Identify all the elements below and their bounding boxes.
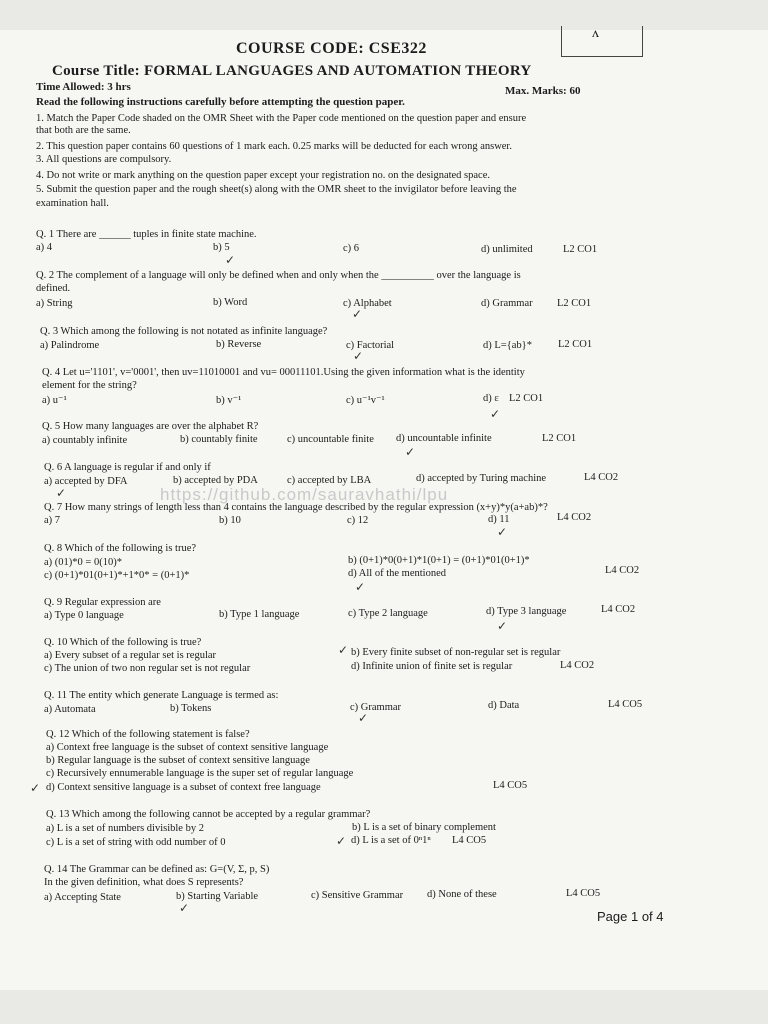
option-c: c) (0+1)*01(0+1)*+1*0* = (0+1)*	[44, 570, 190, 581]
question-stem: Q. 3 Which among the following is not notated as infinite language?	[40, 326, 328, 337]
option-d: d) Type 3 language	[486, 606, 567, 617]
answer-tick-mark: ✓	[497, 619, 508, 633]
question-stem: Q. 11 The entity which generate Language is termed as:	[44, 690, 279, 701]
answer-tick-mark: ✓	[405, 445, 416, 459]
option-c: c) accepted by LBA	[287, 475, 372, 486]
option-d: d) Infinite union of finite set is regular	[351, 661, 513, 672]
answer-tick-mark: ✓	[56, 486, 67, 500]
option-b: b) Starting Variable	[176, 891, 259, 902]
handwritten-mark: ʌ	[592, 26, 599, 41]
option-c: c) 6	[343, 243, 360, 254]
answer-tick-mark: ✓	[358, 711, 369, 725]
option-d: d) unlimited	[481, 244, 533, 255]
option-b: b) 10	[219, 515, 241, 526]
question-tag: L4 CO5	[566, 888, 601, 899]
question-stem: Q. 10 Which of the following is true?	[44, 637, 202, 648]
option-b: b) Reverse	[216, 339, 262, 350]
answer-tick-mark: ✓	[30, 781, 41, 795]
question-stem: Q. 5 How many languages are over the alphabet R?	[42, 421, 259, 432]
option-a: a) Accepting State	[44, 892, 121, 903]
question-tag: L4 CO2	[560, 660, 595, 671]
answer-tick-mark: ✓	[497, 525, 508, 539]
option-c: c) u⁻¹v⁻¹	[346, 395, 385, 406]
watermark: https://github.com/sauravhathi/lpu	[160, 485, 449, 504]
question-stem: Q. 12 Which of the following statement is false?	[46, 729, 250, 740]
option-d: d) ε	[483, 393, 499, 404]
option-a: a) Context free language is the subset of context sensitive language	[46, 742, 329, 753]
course-title: Course Title: FORMAL LANGUAGES AND AUTOMATION THEORY	[52, 63, 532, 79]
question-tag: L2 CO1	[557, 298, 592, 309]
answer-tick-mark: ✓	[336, 834, 347, 848]
option-a: a) L is a set of numbers divisible by 2	[46, 823, 204, 834]
answer-tick-mark: ✓	[490, 407, 501, 421]
option-b: b) Every finite subset of non-regular set is regular	[351, 647, 561, 658]
option-c: c) Factorial	[346, 340, 395, 351]
question-stem-cont: defined.	[36, 283, 71, 294]
option-d: d) All of the mentioned	[348, 568, 446, 579]
option-a: a) Automata	[44, 704, 96, 715]
max-marks: Max. Marks: 60	[505, 85, 581, 97]
registration-box	[561, 26, 643, 57]
option-b: b) Regular language is the subset of context sensitive language	[46, 755, 310, 766]
question-stem: Q. 9 Regular expression are	[44, 597, 161, 608]
option-d: d) 11	[488, 514, 510, 525]
question-tag: L2 CO1	[542, 433, 577, 444]
option-b: b) v⁻¹	[216, 395, 242, 406]
option-c: c) Recursively ennumerable language is the super set of regular language	[46, 768, 354, 779]
option-d: d) None of these	[427, 889, 497, 900]
question-stem: Q. 13 Which among the following cannot be accepted by a regular grammar?	[46, 809, 371, 820]
question-stem-cont: element for the string?	[42, 380, 137, 391]
answer-tick-mark: ✓	[179, 901, 190, 915]
option-a: a) Every subset of a regular set is regular	[44, 650, 217, 661]
option-c: c) The union of two non regular set is not regular	[44, 663, 251, 674]
answer-tick-mark: ✓	[338, 643, 349, 657]
instruction-line: 3. All questions are compulsory.	[36, 154, 172, 165]
option-a: a) (01)*0 = 0(10)*	[44, 557, 122, 568]
option-c: c) Type 2 language	[348, 608, 428, 619]
question-tag: L2 CO1	[563, 244, 598, 255]
question-stem: Q. 4 Let u='1101', v='0001', then uv=11010001 and vu= 00011101.Using the given information what is the identity	[42, 367, 525, 378]
question-tag: L4 CO5	[608, 699, 643, 710]
question-stem-cont: In the given definition, what does S represents?	[44, 877, 244, 888]
option-d: d) Grammar	[481, 298, 533, 309]
option-b: b) countably finite	[180, 434, 258, 445]
instruction-line: 2. This question paper contains 60 questions of 1 mark each. 0.25 marks will be deducted for each wrong answer.	[36, 141, 512, 152]
option-a: a) 7	[44, 515, 61, 526]
instruction-line: 5. Submit the question paper and the rough sheet(s) along with the OMR sheet to the invigilator before leaving the	[36, 184, 517, 195]
option-c: c) 12	[347, 515, 369, 526]
question-stem: Q. 1 There are ______ tuples in finite state machine.	[36, 229, 257, 240]
question-stem: Q. 6 A language is regular if and only if	[44, 462, 211, 473]
option-c: c) Alphabet	[343, 298, 392, 309]
question-tag: L2 CO1	[509, 393, 544, 404]
page-number: Page 1 of 4	[597, 909, 664, 924]
option-a: a) countably infinite	[42, 435, 128, 446]
option-c: c) L is a set of string with odd number of 0	[46, 837, 226, 848]
option-c: c) uncountable finite	[287, 434, 374, 445]
question-tag: L4 CO5	[452, 835, 487, 846]
question-stem: Q. 8 Which of the following is true?	[44, 543, 197, 554]
question-tag: L2 CO1	[558, 339, 593, 350]
instruction-line: 4. Do not write or mark anything on the question paper except your registration no. on the designated space.	[36, 170, 491, 181]
instruction-line: 1. Match the Paper Code shaded on the OMR Sheet with the Paper code mentioned on the question paper and ensure	[36, 113, 527, 124]
option-d: d) uncountable infinite	[396, 433, 492, 444]
option-d: d) L is a set of 0ⁿ1ⁿ	[351, 835, 431, 846]
question-tag: L4 CO2	[584, 472, 619, 483]
question-stem: Q. 14 The Grammar can be defined as: G=(V, Σ, p, S)	[44, 864, 270, 875]
option-a: a) u⁻¹	[42, 395, 67, 406]
answer-tick-mark: ✓	[355, 580, 366, 594]
option-b: b) Word	[213, 297, 248, 308]
option-a: a) Palindrome	[40, 340, 100, 351]
time-allowed: Time Allowed: 3 hrs	[36, 81, 131, 93]
option-b: b) accepted by PDA	[173, 475, 258, 486]
option-b: b) L is a set of binary complement	[352, 822, 496, 833]
option-a: a) accepted by DFA	[44, 476, 128, 487]
read-instructions: Read the following instructions carefully before attempting the question paper.	[36, 96, 405, 108]
answer-tick-mark: ✓	[225, 253, 236, 267]
question-paper-sheet	[0, 26, 768, 990]
option-d: d) L={ab}*	[483, 340, 532, 351]
course-code: COURSE CODE: CSE322	[236, 40, 427, 57]
option-d: d) Data	[488, 700, 520, 711]
option-a: a) Type 0 language	[44, 610, 124, 621]
answer-tick-mark: ✓	[353, 349, 364, 363]
option-b: b) Type 1 language	[219, 609, 300, 620]
option-c: c) Sensitive Grammar	[311, 890, 404, 901]
option-a: a) String	[36, 298, 73, 309]
option-b: b) 5	[213, 242, 230, 253]
question-stem: Q. 2 The complement of a language will only be defined when and only when the __________ over the language is	[36, 270, 521, 281]
question-tag: L4 CO2	[605, 565, 640, 576]
option-b: b) Tokens	[170, 703, 212, 714]
instruction-line: that both are the same.	[36, 125, 131, 136]
option-d: d) Context sensitive language is a subset of context free language	[46, 782, 321, 793]
option-c: c) Grammar	[350, 702, 402, 713]
instruction-line: examination hall.	[36, 198, 109, 209]
question-tag: L4 CO2	[601, 604, 636, 615]
option-a: a) 4	[36, 242, 53, 253]
answer-tick-mark: ✓	[352, 307, 363, 321]
option-d: d) accepted by Turing machine	[416, 473, 547, 484]
option-b: b) (0+1)*0(0+1)*1(0+1) = (0+1)*01(0+1)*	[348, 555, 530, 566]
question-tag: L4 CO5	[493, 780, 528, 791]
question-tag: L4 CO2	[557, 512, 592, 523]
question-stem: Q. 7 How many strings of length less than 4 contains the language described by the regular expression (x+y)*y(a+ab)*?	[44, 502, 548, 513]
